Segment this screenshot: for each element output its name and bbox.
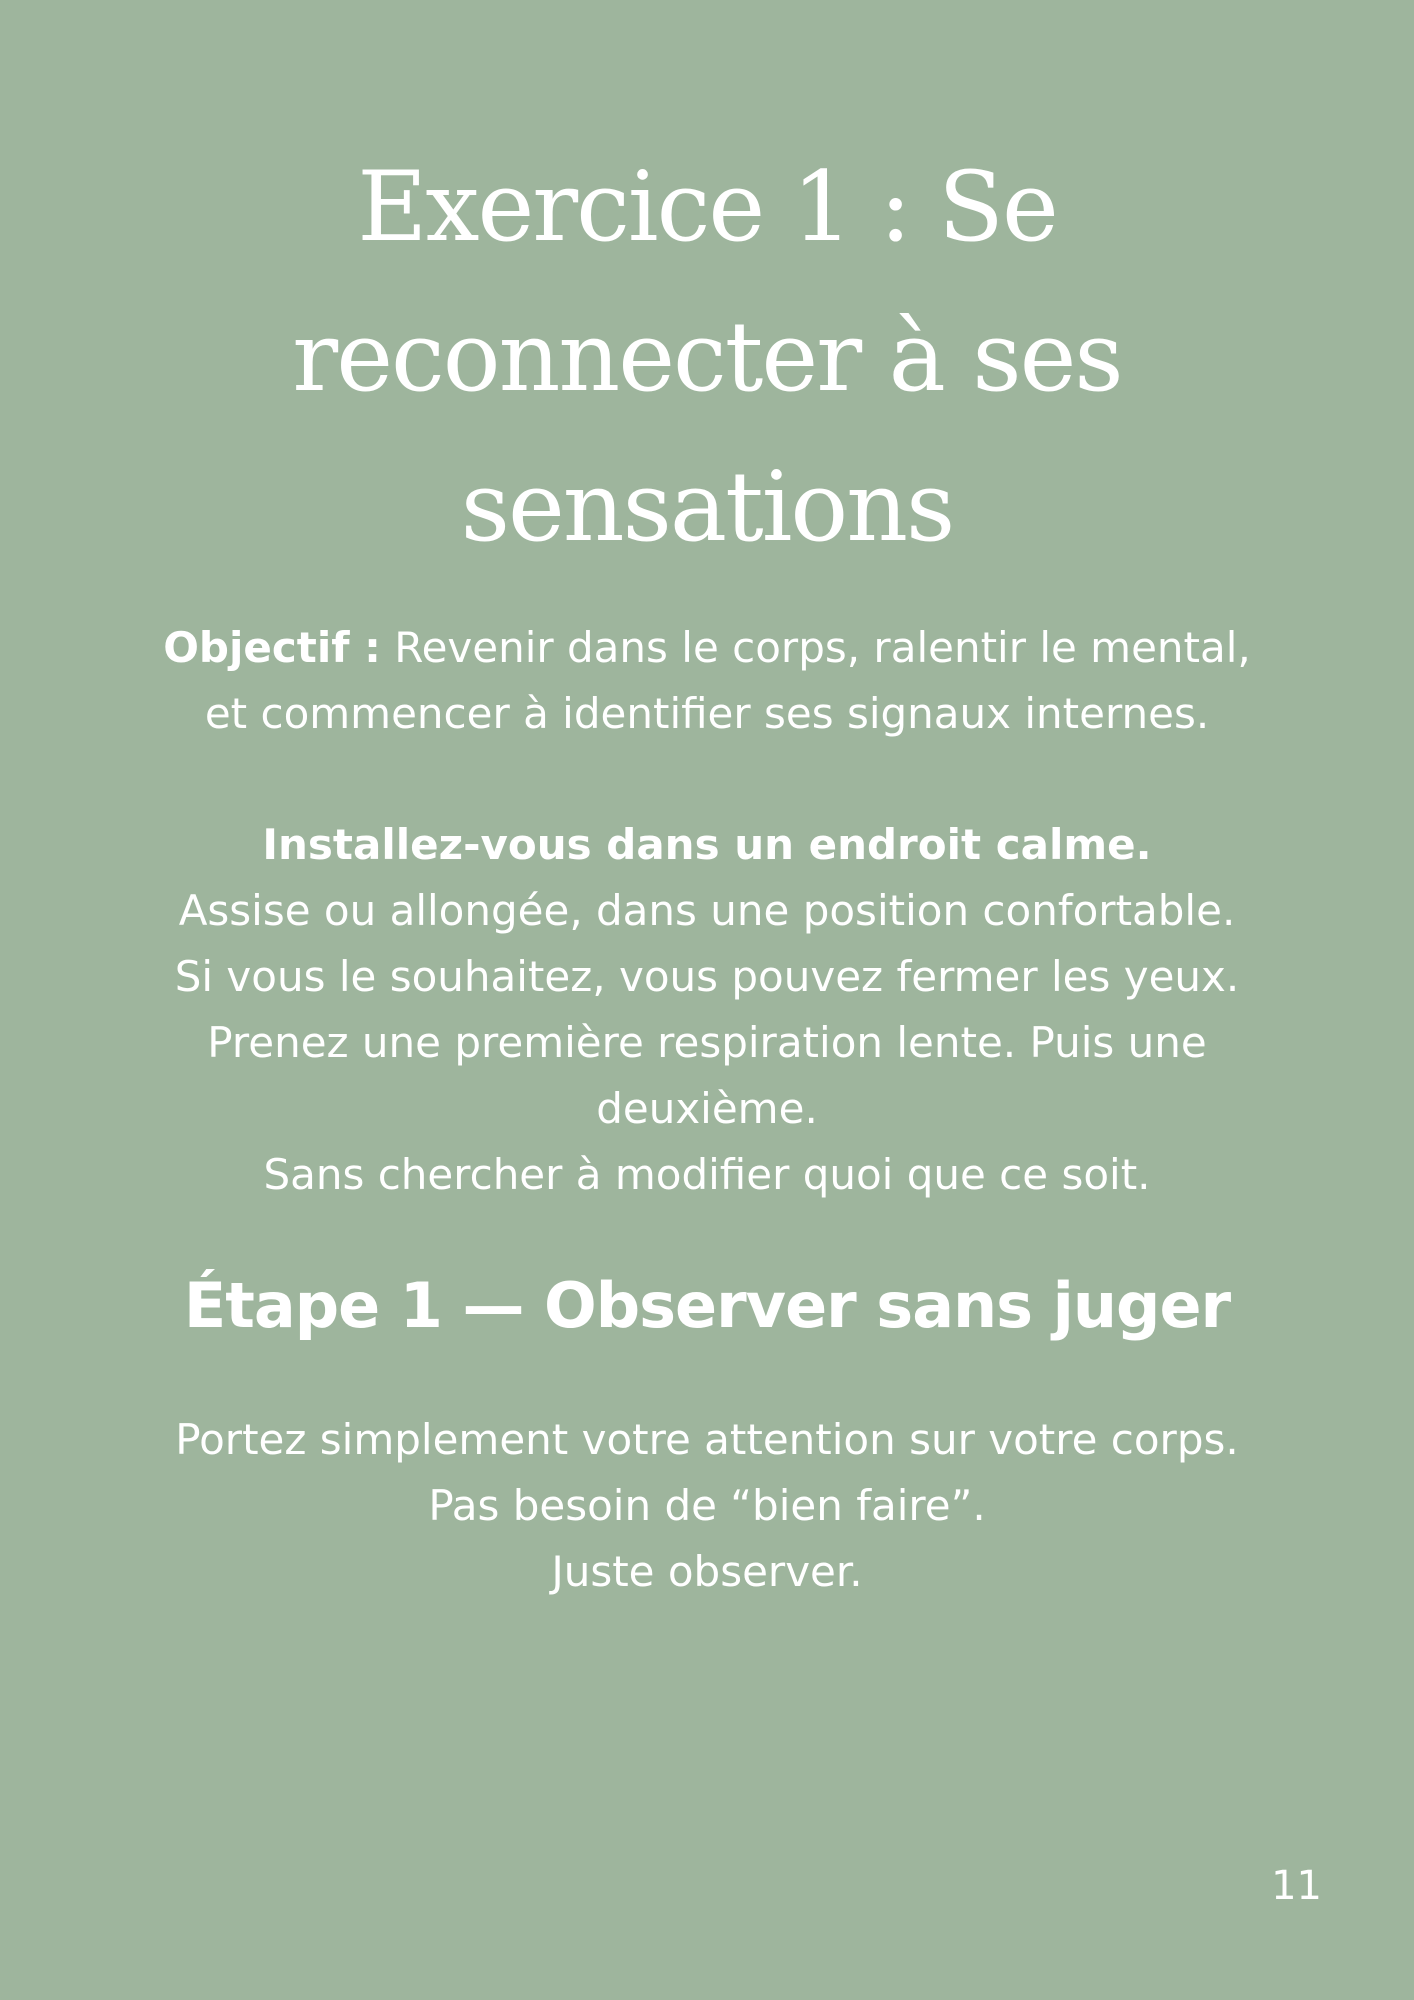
step-1-line: Juste observer. xyxy=(551,1547,863,1596)
title-line-1: Exercice 1 : Se xyxy=(357,151,1057,263)
instructions-paragraph xyxy=(120,812,1294,1208)
objective-label: Objectif : xyxy=(163,623,381,672)
instruction-line: Si vous le souhaitez, vous pouvez fermer les yeux. xyxy=(174,952,1240,1001)
objective-paragraph xyxy=(120,615,1294,747)
instruction-line: deuxième. xyxy=(596,1084,818,1133)
instruction-line: Prenez une première respiration lente. Puis une xyxy=(207,1018,1207,1067)
objective-first-line-text: Revenir dans le corps, ralentir le mental, xyxy=(380,623,1251,672)
step-1-paragraph xyxy=(120,1407,1294,1605)
instruction-line: Sans chercher à modifier quoi que ce soit. xyxy=(263,1150,1151,1199)
page-number: 11 xyxy=(1271,1863,1322,1909)
instructions-heading: Installez-vous dans un endroit calme. xyxy=(262,820,1152,869)
title-line-3: sensations xyxy=(460,451,954,563)
objective-second-line: et commencer à identifier ses signaux internes. xyxy=(204,689,1210,738)
step-1-line: Pas besoin de “bien faire”. xyxy=(428,1481,986,1530)
page-title xyxy=(200,132,1214,582)
objective-first-line xyxy=(120,615,1294,681)
step-1-line: Portez simplement votre attention sur votre corps. xyxy=(175,1415,1239,1464)
title-line-2: reconnecter à ses xyxy=(292,301,1122,413)
step-1-heading: Étape 1 — Observer sans juger xyxy=(183,1269,1231,1342)
instruction-line: Assise ou allongée, dans une position confortable. xyxy=(178,886,1236,935)
